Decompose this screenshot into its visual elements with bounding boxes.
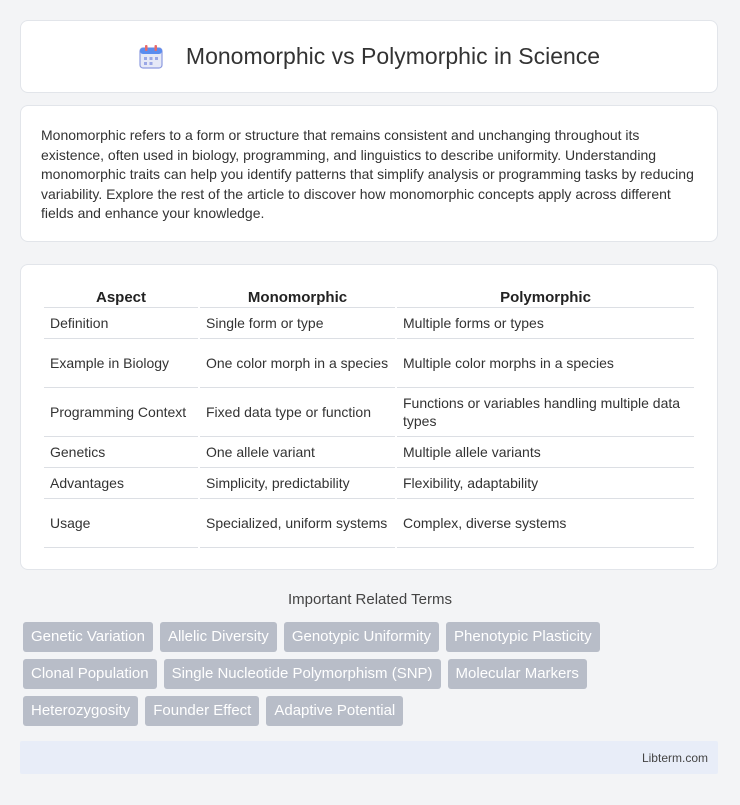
related-term-tag[interactable]: Genetic Variation [23, 622, 153, 652]
table-row [44, 339, 694, 388]
related-term-tag[interactable]: Adaptive Potential [266, 696, 403, 726]
table-cell: Multiple color morphs in a species [397, 339, 694, 388]
related-term-tag[interactable]: Single Nucleotide Polymorphism (SNP) [164, 659, 441, 689]
related-term-tag[interactable]: Clonal Population [23, 659, 157, 689]
footer [20, 741, 718, 774]
table-cell: Example in Biology [44, 339, 198, 388]
table-cell: Simplicity, predictability [200, 468, 395, 499]
related-term-tag[interactable]: Molecular Markers [448, 659, 587, 689]
table-row [44, 499, 694, 548]
table-row [44, 308, 694, 339]
table-cell: One allele variant [200, 437, 395, 468]
related-terms-title: Important Related Terms [288, 591, 452, 608]
table-cell: Advantages [44, 468, 198, 499]
table-cell: Functions or variables handling multiple data types [397, 388, 694, 437]
table-cell: Complex, diverse systems [397, 499, 694, 548]
related-term-tag[interactable]: Heterozygosity [23, 696, 138, 726]
intro-card [20, 105, 718, 242]
table-row [44, 437, 694, 468]
header-card [20, 20, 718, 93]
related-terms-list [23, 622, 723, 733]
related-term-tag[interactable]: Founder Effect [145, 696, 259, 726]
table-cell: Single form or type [200, 308, 395, 339]
comparison-table-card [20, 264, 718, 570]
page-title: Monomorphic vs Polymorphic in Science [185, 43, 601, 69]
related-term-tag[interactable]: Phenotypic Plasticity [446, 622, 600, 652]
table-cell: Usage [44, 499, 198, 548]
table-cell: Multiple forms or types [397, 308, 694, 339]
calendar-icon [138, 44, 164, 70]
table-cell: Multiple allele variants [397, 437, 694, 468]
table-cell: One color morph in a species [200, 339, 395, 388]
column-header-polymorphic: Polymorphic [397, 285, 694, 308]
table-cell: Programming Context [44, 388, 198, 437]
table-row [44, 388, 694, 437]
column-header-aspect: Aspect [44, 285, 198, 308]
intro-text: Monomorphic refers to a form or structure that remains consistent and unchanging throughout its existence, often used in biology, programming, and linguistics to describe uniformity. Understanding monomorphic traits can help you identify patterns that simplify analysis or programming tasks by reducing variability. Explore the rest of the article to discover how monomorphic concepts apply across different fields and enhance your knowledge. [41, 127, 694, 221]
table-cell: Definition [44, 308, 198, 339]
footer-brand-link[interactable]: Libterm.com [641, 750, 708, 765]
table-cell: Specialized, uniform systems [200, 499, 395, 548]
table-cell: Flexibility, adaptability [397, 468, 694, 499]
column-header-monomorphic: Monomorphic [200, 285, 395, 308]
related-term-tag[interactable]: Genotypic Uniformity [284, 622, 439, 652]
table-row [44, 468, 694, 499]
table-cell: Genetics [44, 437, 198, 468]
comparison-table [42, 285, 696, 548]
related-term-tag[interactable]: Allelic Diversity [160, 622, 277, 652]
table-cell: Fixed data type or function [200, 388, 395, 437]
